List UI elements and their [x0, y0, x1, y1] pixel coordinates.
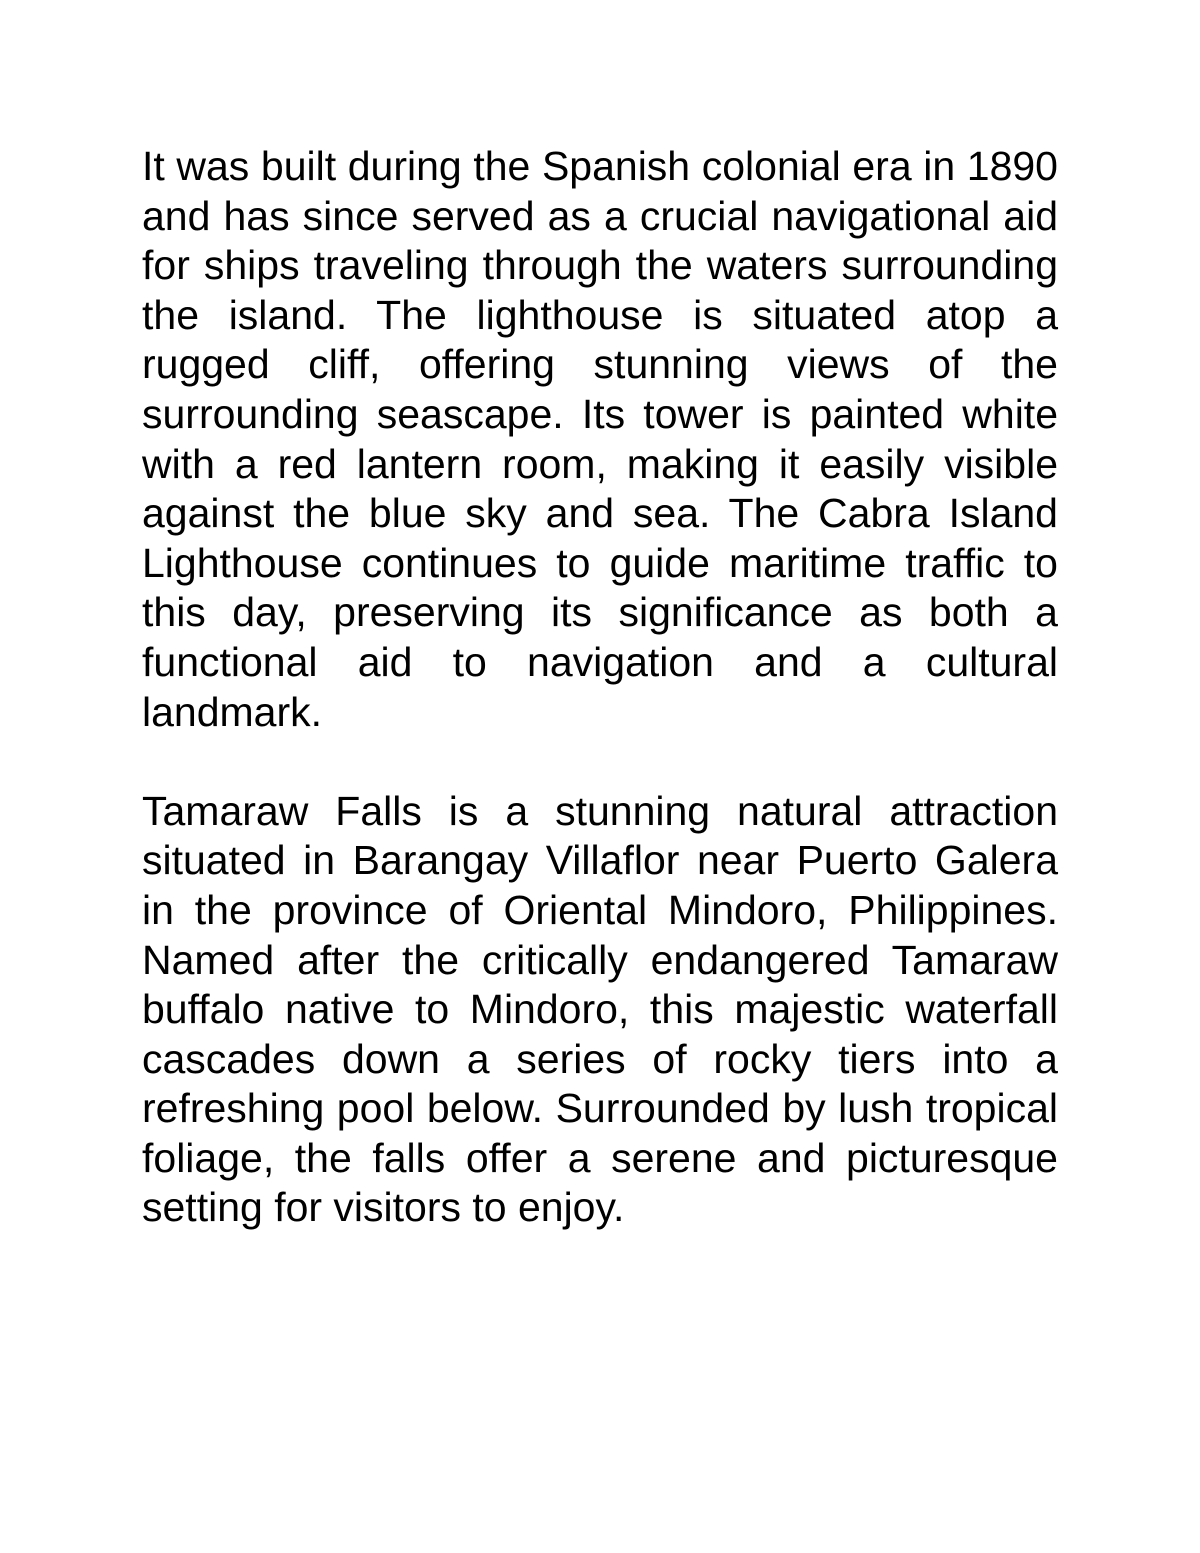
paragraph-cabra-lighthouse: It was built during the Spanish colonial era in 1890 and has since served as a crucial navigational aid for ships traveling through the waters surrounding the island. The lighthouse is situated atop a rugged cliff, offering stunning views of the surrounding seascape. Its tower is painted white with a red lantern room, making it easily visible against the blue sky and sea. The Cabra Island Lighthouse continues to guide maritime traffic to this day, preserving its significance as both a functional aid to navigation and a cultural landmark. — [142, 143, 1058, 735]
document-body — [142, 142, 1058, 1233]
paragraph-tamaraw-falls: Tamaraw Falls is a stunning natural attraction situated in Barangay Villaflor near Puerto Galera in the province of Oriental Mindoro, Philippines. Named after the critically endangered Tamaraw buffalo native to Mindoro, this majestic waterfall cascades down a series of rocky tiers into a refreshing pool below. Surrounded by lush tropical foliage, the falls offer a serene and picturesque setting for visitors to enjoy. — [142, 787, 1058, 1231]
paragraph-spacer — [142, 737, 1058, 787]
